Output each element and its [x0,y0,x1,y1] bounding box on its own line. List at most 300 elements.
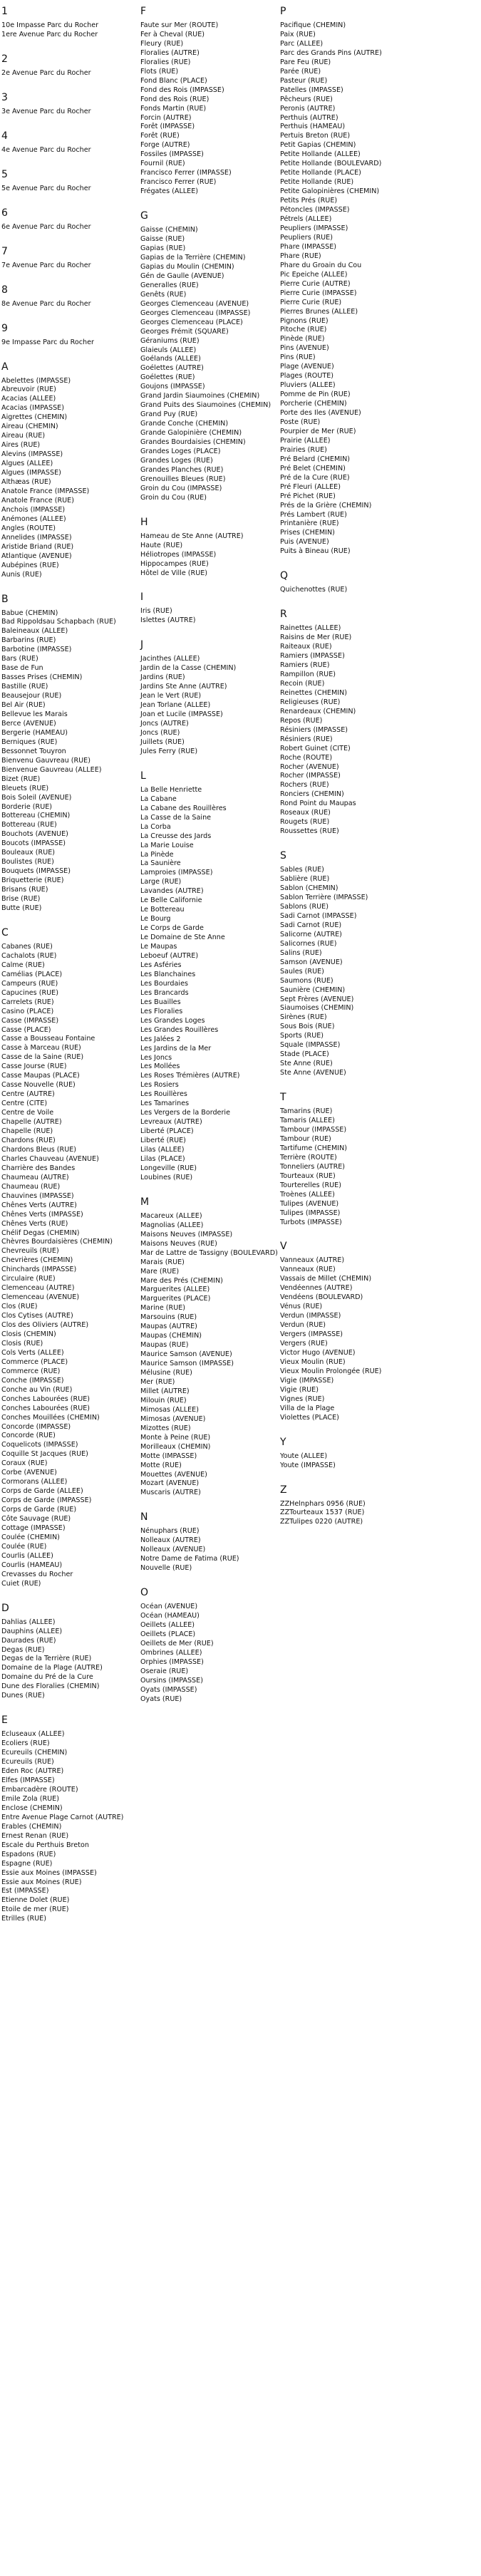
index-section [1,284,151,309]
street-item: Aunis (RUE) [1,570,42,579]
section-letter-heading: N [140,1511,148,1524]
street-item: Boucots (IMPASSE) [1,839,66,848]
street-item: Grand Puy (RUE) [140,410,198,419]
street-item: Rochers (RUE) [280,781,329,790]
street-item: Coulée (RUE) [1,1542,47,1551]
street-item: Algues (ALLEE) [1,460,53,468]
street-item: Millet (AUTRE) [140,1387,190,1395]
street-item: Mimosas (AVENUE) [140,1414,206,1423]
section-letter-heading: S [280,850,286,862]
street-item: Cachalots (RUE) [1,951,57,960]
street-item: La Marie Louise [140,841,194,849]
section-letter-heading: P [280,6,286,17]
index-section [1,92,151,117]
street-item: Grandes Loges (PLACE) [140,447,221,455]
street-item: Mozart (AVENUE) [140,1479,200,1488]
street-item: Roche (ROUTE) [280,753,333,762]
street-item: Pacifique (CHEMIN) [280,21,346,29]
street-item: Gén de Gaulle (AVENUE) [140,271,224,280]
street-item: Borderie (RUE) [1,802,53,811]
street-item: Prises (CHEMIN) [280,529,335,537]
street-item: Petite Hollande (PLACE) [280,169,361,177]
street-item: Ste Anne (AVENUE) [280,1069,346,1077]
street-item: Océan (HAMEAU) [140,1612,200,1620]
street-item: Chênes Verts (AUTRE) [1,1201,77,1209]
street-item: Dahlias (ALLEE) [1,1618,56,1626]
street-item: Victor Hugo (AVENUE) [280,1349,356,1357]
street-item: Goélettes (RUE) [140,373,195,382]
street-item: Clos des Oliviers (AUTRE) [1,1321,89,1330]
street-item: Les Vergers de la Borderie [140,1109,230,1117]
section-letter-heading: T [280,1092,286,1104]
street-item: Coquelicots (IMPASSE) [1,1441,78,1449]
street-item: Phare (RUE) [280,252,321,260]
street-item: 6e Avenue Parc du Rocher [1,222,91,231]
street-item: Joncs (RUE) [140,729,180,737]
street-item: Pertuis Breton (RUE) [280,132,351,140]
street-item: Essie aux Moines (IMPASSE) [1,1868,97,1877]
street-item: Concorde (RUE) [1,1432,56,1440]
street-item: Tambour (IMPASSE) [280,1125,347,1134]
street-item: Rampillon (RUE) [280,671,336,678]
street-item: Le Domaine de Ste Anne [140,933,225,942]
section-letter-heading: M [140,1196,150,1208]
street-item: Centre de Voile [1,1109,54,1117]
street-item: Conches Labourées (RUE) [1,1404,90,1412]
street-item: Sous Bois (RUE) [280,1023,335,1031]
street-item: Salins (RUE) [280,948,322,957]
section-letter-heading: G [140,210,148,222]
street-item: Georges Clemenceau (IMPASSE) [140,309,251,317]
section-letter-heading: A [1,361,9,373]
street-item: Fer à Cheval (RUE) [140,30,205,38]
street-item: Casse (IMPASSE) [1,1016,59,1025]
street-item: Pré Belard (CHEMIN) [280,455,350,463]
street-item: Orphies (IMPASSE) [140,1657,204,1666]
street-item: Circulaire (RUE) [1,1275,56,1283]
street-item: Sadi Carnot (RUE) [280,921,342,929]
street-item: Sept Frères (AVENUE) [280,995,354,1003]
street-item: Repos (RUE) [280,716,323,725]
street-item: Closis (RUE) [1,1339,43,1348]
street-item: Mouettes (AVENUE) [140,1470,207,1479]
section-letter-heading: 2 [1,53,8,65]
street-item: Bergerie (HAMEAU) [1,728,68,737]
street-item: Faute sur Mer (ROUTE) [140,21,219,29]
street-item: Conche au Vin (RUE) [1,1385,73,1394]
street-item: Clos (RUE) [1,1303,38,1311]
street-item: Bouleaux (RUE) [1,849,56,857]
street-item: Gaisse (RUE) [140,235,185,244]
street-item: Nolleaux (AVENUE) [140,1546,206,1554]
street-item: Acacias (IMPASSE) [1,404,64,413]
street-item: Lavandes (AUTRE) [140,887,204,896]
street-item: Grandes Loges (RUE) [140,456,213,465]
index-column-1 [1,6,151,1938]
street-item: Liberté (PLACE) [140,1127,194,1136]
street-item: Rocher (AVENUE) [280,762,339,771]
street-item: Anémones (ALLEE) [1,514,66,523]
street-item: Marine (RUE) [140,1304,186,1313]
street-item: Maisons Neuves (RUE) [140,1239,217,1248]
street-item: Chardons (RUE) [1,1136,56,1144]
section-letter-heading: F [140,6,147,17]
street-item: Francisco Ferrer (RUE) [140,178,217,187]
street-item: Muscaris (AUTRE) [140,1489,201,1497]
street-item: Essie aux Moines (RUE) [1,1878,82,1886]
street-item: Bellevue les Marais [1,710,68,718]
section-letter-heading: Y [280,1436,286,1448]
street-item: Generalles (RUE) [140,281,199,289]
index-column-3 [280,6,430,1541]
street-item: La Pinède [140,850,174,859]
street-item: Conche (IMPASSE) [1,1376,64,1385]
street-item: Mélusine (RUE) [140,1369,192,1377]
street-item: Marais (RUE) [140,1258,185,1266]
street-item: Lilas (ALLEE) [140,1146,185,1154]
street-item: Domaine du Pré de la Cure [1,1673,93,1682]
street-item: Maupas (AUTRE) [140,1323,197,1331]
index-section [1,323,151,348]
street-item: Villa de la Plage [280,1404,335,1412]
street-item: Rocher (IMPASSE) [280,772,341,780]
street-item: Peupliers (RUE) [280,233,333,242]
street-item: Lilas (PLACE) [140,1154,185,1163]
street-item: Baleineaux (ALLEE) [1,627,68,636]
street-item: La Cabane des Rouillères [140,804,227,812]
index-section [140,591,290,626]
street-item: Vergers (IMPASSE) [280,1330,343,1339]
section-letter-heading: 3 [1,91,8,103]
street-item: Mare des Prés (CHEMIN) [140,1276,223,1285]
index-section [140,517,290,579]
street-item: Chevreuils (RUE) [1,1247,59,1256]
street-item: Robert Guinet (CITE) [280,744,351,752]
street-item: Vanneaux (RUE) [280,1266,336,1274]
street-item: Plages (ROUTE) [280,372,334,381]
street-item: Ramiers (IMPASSE) [280,652,345,661]
street-item: Grenouilles Bleues (RUE) [140,475,226,483]
street-item: Conches Labourées (RUE) [1,1395,90,1403]
street-item: Forge (AUTRE) [140,141,190,150]
street-item: Aubépines (RUE) [1,561,59,569]
street-item: Courlis (ALLEE) [1,1551,53,1560]
street-item: Bottereau (CHEMIN) [1,812,71,820]
street-item: Patelles (IMPASSE) [280,86,343,94]
section-letter-heading: D [1,1602,9,1614]
street-item: Hôtel de Ville (RUE) [140,569,208,577]
street-item: La Corba [140,822,171,831]
street-item: Sablon (CHEMIN) [280,884,338,893]
street-item: Degas (RUE) [1,1645,45,1654]
street-item: La Casse de la Saine [140,813,212,822]
street-item: Georges Clemenceau (PLACE) [140,318,243,326]
street-item: Fossiles (IMPASSE) [140,150,204,159]
street-item: Chapelle (RUE) [1,1127,53,1136]
street-item: Grandes Planches (RUE) [140,465,224,474]
street-item: Chauvines (IMPASSE) [1,1191,74,1200]
street-item: Pinède (RUE) [280,335,325,343]
street-item: Oursins (IMPASSE) [140,1676,203,1685]
street-item: Bel Air (RUE) [1,701,46,710]
street-item: Joan et Lucile (IMPASSE) [140,710,223,719]
index-section [280,850,430,1078]
street-item: Espadons (RUE) [1,1850,56,1858]
street-item: Vanneaux (AUTRE) [280,1256,345,1265]
street-item: Le Corps de Garde [140,924,204,933]
index-section [1,1603,151,1702]
street-item: Salicorne (AUTRE) [280,930,342,938]
street-item: Barbarins (RUE) [1,636,56,645]
street-item: Goélettes (AUTRE) [140,364,204,373]
street-item: Puis (AVENUE) [280,538,329,547]
street-item: Raisins de Mer (RUE) [280,633,352,642]
street-item: Pignons (RUE) [280,316,329,325]
street-item: Pêcheurs (RUE) [280,95,333,103]
street-item: Etrilles (RUE) [1,1915,46,1923]
street-item: Rond Point du Maupas [280,800,356,808]
street-item: Commerce (RUE) [1,1367,61,1375]
street-item: Les Jalées 2 [140,1035,181,1043]
street-item: Butte (RUE) [1,904,42,912]
section-letter-heading: V [280,1241,287,1253]
street-item: Bouchots (AVENUE) [1,830,68,839]
street-item: Vénus (RUE) [280,1303,323,1311]
street-item: Clemenceau (AUTRE) [1,1284,75,1293]
index-section [140,770,290,1183]
street-item: ZZTulipes 0220 (AUTRE) [280,1518,363,1526]
street-item: Pierres Brunes (ALLEE) [280,307,358,316]
street-item: Tulipes (IMPASSE) [280,1209,341,1217]
street-item: Les Blanchaines [140,970,196,978]
section-letter-heading: E [1,1714,8,1727]
index-section [140,6,290,197]
street-item: Floralies (RUE) [140,58,191,66]
section-letter-heading: Z [280,1484,287,1496]
street-item: Pierre Curie (IMPASSE) [280,289,357,297]
street-item: Jacinthes (ALLEE) [140,655,200,663]
street-item: Notre Dame de Fatima (RUE) [140,1555,239,1563]
street-item: Clos Cytises (AUTRE) [1,1312,73,1320]
index-section [280,1437,430,1471]
street-item: Les Rouillères [140,1090,187,1099]
street-item: Pierre Curie (RUE) [280,298,342,306]
street-item: Prairie (ALLEE) [280,436,331,445]
street-item: Aristide Briand (RUE) [1,542,74,551]
street-item: 4e Avenue Parc du Rocher [1,145,91,154]
street-item: Coulée (CHEMIN) [1,1533,60,1541]
index-section [1,6,151,40]
street-item: Océan (AVENUE) [140,1603,198,1611]
street-item: Oyats (RUE) [140,1695,182,1703]
street-item: Goélands (ALLEE) [140,355,201,363]
street-item: Maurice Samson (AVENUE) [140,1350,232,1359]
street-item: Oyats (IMPASSE) [140,1685,197,1694]
street-item: 3e Avenue Parc du Rocher [1,107,91,115]
street-item: Levreaux (AUTRE) [140,1118,202,1127]
street-item: Algues (IMPASSE) [1,469,61,477]
street-item: Porcherie (CHEMIN) [280,400,347,408]
street-item: Casse Maupas (PLACE) [1,1072,80,1080]
index-section [140,210,290,503]
street-item: Le Belle Californie [140,896,202,905]
street-item: Pitoche (RUE) [280,326,327,334]
street-item: Gapias (RUE) [140,244,186,253]
street-item: La Creusse des Jards [140,832,212,840]
street-item: Pré Fleuri (ALLEE) [280,482,341,491]
street-item: Brisans (RUE) [1,886,48,894]
street-item: Squale (IMPASSE) [280,1041,341,1050]
street-item: Mare (RUE) [140,1267,180,1276]
street-item: Sports (RUE) [280,1032,324,1040]
street-item: Bienvenu Gauvreau (RUE) [1,756,90,765]
street-item: La Cabane [140,795,177,803]
street-item: Anchois (IMPASSE) [1,505,66,514]
street-item: La Saunière [140,859,181,868]
street-item: Ernest Renan (RUE) [1,1831,69,1840]
street-item: Angles (ROUTE) [1,524,56,532]
street-item: Motte (IMPASSE) [140,1452,197,1460]
street-item: Roussettes (RUE) [280,827,339,836]
street-item: Nénuphars (RUE) [140,1527,200,1536]
street-item: Leboeuf (AUTRE) [140,952,199,961]
street-item: Gapias de la Terrière (CHEMIN) [140,253,246,262]
street-item: Ramiers (RUE) [280,661,330,670]
street-item: Emile Zola (RUE) [1,1794,59,1803]
street-item: Campeurs (RUE) [1,979,58,988]
street-item: Cuiet (RUE) [1,1579,41,1588]
street-item: Fond des Rois (RUE) [140,95,210,103]
street-item: Annelides (IMPASSE) [1,533,72,542]
street-item: Hameau de Ste Anne (AUTRE) [140,532,244,540]
street-item: Parée (RUE) [280,67,321,76]
street-item: Maupas (RUE) [140,1341,189,1350]
street-item: Gapias du Moulin (CHEMIN) [140,262,234,271]
index-section [1,927,151,1589]
street-item: Chélif Degas (CHEMIN) [1,1228,80,1237]
street-item: Chevrières (CHEMIN) [1,1256,73,1265]
street-item: Prés Lambert (RUE) [280,510,347,519]
street-item: Est (IMPASSE) [1,1887,49,1895]
street-item: Plage (AVENUE) [280,363,334,371]
street-item: Tamarins (RUE) [280,1107,333,1116]
street-item: Paix (RUE) [280,30,316,38]
street-item: Casse Jourse (RUE) [1,1062,67,1071]
street-item: Parc des Grands Pins (AUTRE) [280,48,382,57]
street-item: Vieux Moulin Prolongée (RUE) [280,1367,382,1375]
street-item: Commerce (PLACE) [1,1357,68,1366]
street-item: Porte des Iles (AVENUE) [280,409,361,418]
street-item: Sables (RUE) [280,866,324,874]
street-item: Pins (RUE) [280,353,316,362]
street-item: Géraniums (RUE) [140,336,200,345]
street-item: 1ere Avenue Parc du Rocher [1,30,98,38]
street-item: Boulistes (RUE) [1,858,54,867]
street-item: Chaumeau (AUTRE) [1,1173,69,1181]
street-item: Les Tamarines [140,1100,190,1108]
street-item: Ombrines (ALLEE) [140,1648,202,1657]
street-item: Aigrettes (CHEMIN) [1,413,68,422]
street-item: Casse à Marceau (RUE) [1,1044,81,1052]
street-item: Daurades (RUE) [1,1636,56,1645]
street-item: Carrelets (RUE) [1,998,54,1006]
street-item: Charrière des Bandes [1,1164,76,1172]
index-section [1,207,151,232]
street-item: Aireau (RUE) [1,432,46,440]
street-item: Peronis (AUTRE) [280,104,336,113]
street-item: Pétoncles (IMPASSE) [280,206,350,214]
street-item: Entre Avenue Plage Carnot (AUTRE) [1,1813,124,1821]
street-item: Puits à Bineau (RUE) [280,547,351,556]
street-item: Ecureuils (RUE) [1,1758,54,1767]
street-item: Domaine de la Plage (AUTRE) [1,1664,103,1672]
street-item: Bad Rippoldsau Schapbach (RUE) [1,618,116,626]
street-item: Degas de la Terrière (RUE) [1,1655,92,1663]
street-item: Reinettes (CHEMIN) [280,688,348,697]
street-item: Liberté (RUE) [140,1137,186,1145]
street-item: Iris (RUE) [140,607,172,616]
street-item: Mar de Lattre de Tassigny (BOULEVARD) [140,1248,278,1257]
street-item: Crevasses du Rocher [1,1570,73,1578]
street-item: Pins (AVENUE) [280,344,329,353]
street-item: Les Mollées [140,1062,180,1071]
street-item: Beausejour (RUE) [1,692,62,700]
section-letter-heading: 4 [1,130,8,142]
street-item: Ste Anne (RUE) [280,1060,333,1068]
street-item: Centre (AUTRE) [1,1090,55,1099]
street-item: Ecluseaux (ALLEE) [1,1730,65,1739]
street-item: Sablon Terrière (IMPASSE) [280,894,368,902]
street-item: Rougets (RUE) [280,818,330,827]
street-item: Espagne (RUE) [1,1859,53,1868]
street-item: Mimosas (ALLEE) [140,1405,199,1414]
street-item: 8e Avenue Parc du Rocher [1,299,91,308]
street-item: Capucines (RUE) [1,988,58,997]
street-item: Petits Prés (RUE) [280,197,338,205]
street-item: Les Asféries [140,961,182,969]
street-item: Sablons (RUE) [280,902,329,911]
street-item: Casse de la Saine (RUE) [1,1053,84,1062]
street-item: Alevins (IMPASSE) [1,450,63,459]
section-letter-heading: R [280,609,287,621]
street-item: ZZHelnphars 0956 (RUE) [280,1499,366,1508]
street-item: Bars (RUE) [1,655,38,663]
section-letter-heading: 6 [1,207,8,219]
street-item: Pierre Curie (AUTRE) [280,279,351,288]
street-item: Tonneliers (AUTRE) [280,1162,346,1171]
street-item: Recoin (RUE) [280,679,325,688]
street-item: 9e Impasse Parc du Rocher [1,338,94,346]
street-item: Atlantique (AVENUE) [1,552,72,560]
street-item: Pic Epeiche (ALLEE) [280,270,348,279]
street-item: Marsouins (RUE) [140,1313,197,1322]
index-section [280,1241,430,1422]
street-item: Nolleaux (AUTRE) [140,1536,201,1545]
street-item: Lamproies (IMPASSE) [140,869,213,877]
index-section [1,246,151,271]
street-item: Aires (RUE) [1,441,41,450]
street-item: Les Jardins de la Mer [140,1044,212,1052]
street-item: Pré Belet (CHEMIN) [280,464,346,472]
street-item: Vendéens (BOULEVARD) [280,1293,363,1302]
street-item: Printanière (RUE) [280,519,339,528]
street-item: Anatole France (RUE) [1,496,74,505]
street-item: Bleuets (RUE) [1,784,49,792]
section-letter-heading: Q [280,570,289,582]
street-item: Le Bottereau [140,906,185,914]
street-item: Violettes (PLACE) [280,1413,339,1422]
street-item: ZZTourteaux 1537 (RUE) [280,1509,365,1517]
